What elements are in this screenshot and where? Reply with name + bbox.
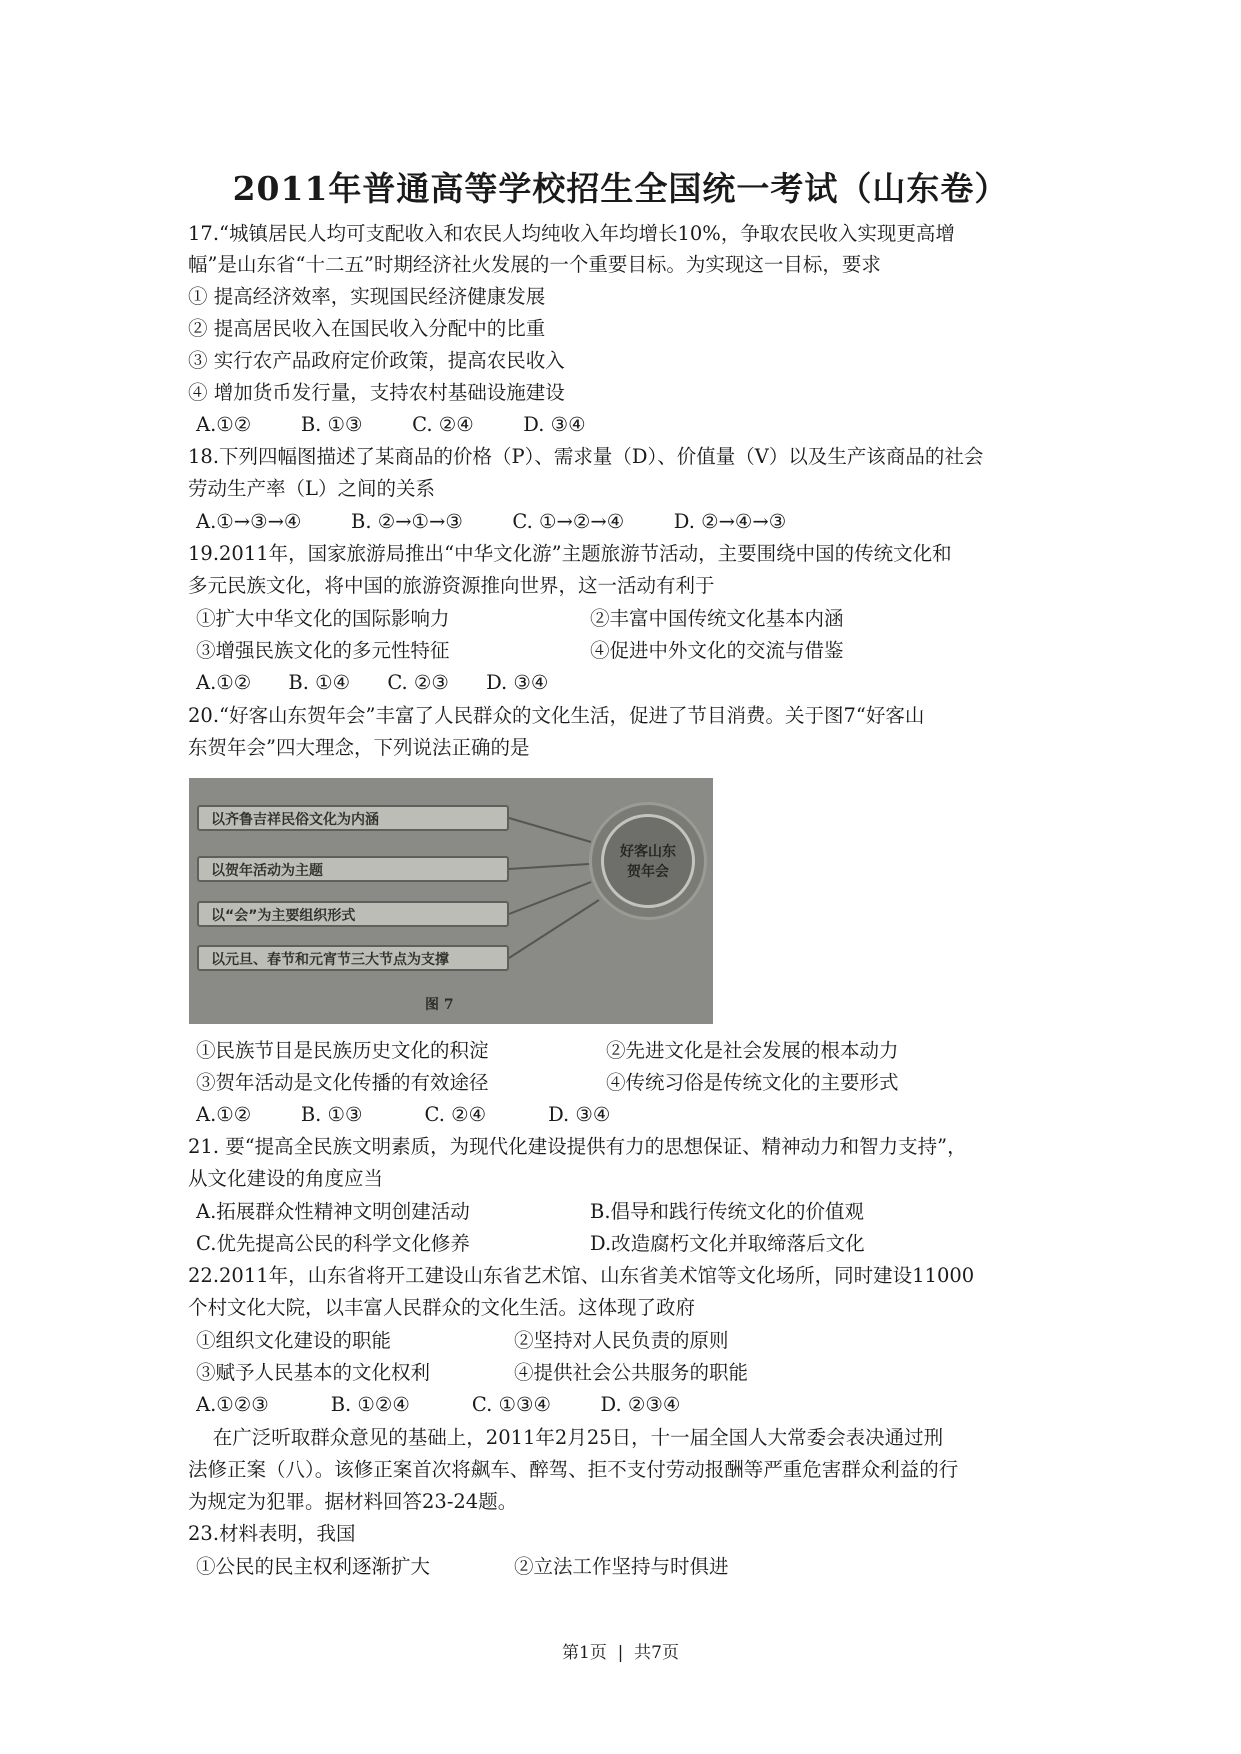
q22-option-2: ②坚持对人民负责的原则 bbox=[514, 1329, 729, 1352]
q21-stem-line1: 21. 要“提高全民族文明素质，为现代化建设提供有力的思想保证、精神动力和智力支持”， bbox=[188, 1135, 967, 1158]
q20-options-row2 bbox=[196, 1070, 899, 1096]
q23-stem: 23.材料表明，我国 bbox=[188, 1522, 356, 1545]
q20-option-3: ③贺年活动是文化传播的有效途径 bbox=[196, 1071, 489, 1094]
q19-stem-line1: 19.2011年，国家旅游局推出“中华文化游”主题旅游节活动，主要围绕中国的传统文化和 bbox=[188, 542, 952, 565]
q22-option-3: ③赋予人民基本的文化权利 bbox=[196, 1361, 431, 1384]
figure-circle-line2: 贺年会 bbox=[627, 864, 669, 880]
figure-bar-3: 以“会”为主要组织形式 bbox=[197, 901, 509, 927]
q17-answers: A.①② B. ①③ C. ②④ D. ③④ bbox=[196, 413, 586, 436]
q19-option-2: ②丰富中国传统文化基本内涵 bbox=[590, 607, 844, 630]
q19-answers: A.①② B. ①④ C. ②③ D. ③④ bbox=[196, 671, 549, 694]
q17-option-4: ④ 增加货币发行量，支持农村基础设施建设 bbox=[188, 381, 565, 404]
q17-option-1: ① 提高经济效率，实现国民经济健康发展 bbox=[188, 285, 546, 308]
q22-stem-line1: 22.2011年，山东省将开工建设山东省艺术馆、山东省美术馆等文化场所，同时建设11000 bbox=[188, 1264, 975, 1287]
q20-options-row1 bbox=[196, 1038, 899, 1064]
q23-option-1: ①公民的民主权利逐渐扩大 bbox=[196, 1555, 431, 1578]
q20-answers: A.①② B. ①③ C. ②④ D. ③④ bbox=[196, 1103, 611, 1126]
figure-circle bbox=[601, 814, 695, 908]
q21-options-row1 bbox=[196, 1199, 865, 1225]
material-line1: 在广泛听取群众意见的基础上，2011年2月25日，十一届全国人大常委会表决通过刑 bbox=[188, 1426, 944, 1449]
page-title: 2011年普通高等学校招生全国统一考试（山东卷） bbox=[232, 169, 1009, 208]
q20-option-2: ②先进文化是社会发展的根本动力 bbox=[606, 1039, 899, 1062]
q19-options-row2 bbox=[196, 638, 844, 664]
figure-7 bbox=[189, 778, 713, 1024]
figure-bar-2: 以贺年活动为主题 bbox=[197, 856, 509, 882]
q22-option-1: ①组织文化建设的职能 bbox=[196, 1329, 392, 1352]
q19-option-4: ④促进中外文化的交流与借鉴 bbox=[590, 639, 844, 662]
q20-stem-line2: 东贺年会”四大理念，下列说法正确的是 bbox=[188, 736, 530, 759]
q22-stem-line2: 个村文化大院，以丰富人民群众的文化生活。这体现了政府 bbox=[188, 1296, 696, 1319]
q18-stem-line1: 18.下列四幅图描述了某商品的价格（P）、需求量（D）、价值量（V）以及生产该商品的社会 bbox=[188, 445, 984, 468]
q19-option-1: ①扩大中华文化的国际影响力 bbox=[196, 607, 450, 630]
q22-option-4: ④提供社会公共服务的职能 bbox=[514, 1361, 749, 1384]
q19-options-row1 bbox=[196, 606, 844, 632]
figure-caption: 图 7 bbox=[425, 997, 454, 1013]
figure-bar-1: 以齐鲁吉祥民俗文化为内涵 bbox=[197, 805, 509, 831]
q18-answers: A.①→③→④ B. ②→①→③ C. ①→②→④ D. ②→④→③ bbox=[196, 510, 787, 533]
q20-option-1: ①民族节目是民族历史文化的积淀 bbox=[196, 1039, 489, 1062]
q23-option-2: ②立法工作坚持与时俱进 bbox=[514, 1555, 729, 1578]
page-footer: 第1页 | 共7页 bbox=[562, 1643, 679, 1663]
q19-stem-line2: 多元民族文化，将中国的旅游资源推向世界，这一活动有利于 bbox=[188, 574, 715, 597]
q17-stem-line1: 17.“城镇居民人均可支配收入和农民人均纯收入年均增长10%，争取农民收入实现更高增 bbox=[188, 222, 955, 245]
q21-option-a: A.拓展群众性精神文明创建活动 bbox=[196, 1200, 470, 1223]
q21-options-row2 bbox=[196, 1231, 865, 1257]
q21-stem-line2: 从文化建设的角度应当 bbox=[188, 1167, 384, 1190]
q19-option-3: ③增强民族文化的多元性特征 bbox=[196, 639, 450, 662]
q22-answers: A.①②③ B. ①②④ C. ①③④ D. ②③④ bbox=[196, 1393, 681, 1416]
q22-options-row2 bbox=[196, 1360, 749, 1386]
q20-stem-line1: 20.“好客山东贺年会”丰富了人民群众的文化生活，促进了节目消费。关于图7“好客山 bbox=[188, 704, 925, 727]
q18-stem-line2: 劳动生产率（L）之间的关系 bbox=[188, 477, 435, 500]
q17-stem-line2: 幅”是山东省“十二五”时期经济社火发展的一个重要目标。为实现这一目标，要求 bbox=[188, 253, 881, 276]
q21-option-b: B.倡导和践行传统文化的价值观 bbox=[590, 1200, 865, 1223]
material-line2: 法修正案（八）。该修正案首次将飙车、醉驾、拒不支付劳动报酬等严重危害群众利益的行 bbox=[188, 1458, 959, 1481]
q20-option-4: ④传统习俗是传统文化的主要形式 bbox=[606, 1071, 899, 1094]
q21-option-d: D.改造腐朽文化并取缔落后文化 bbox=[590, 1232, 865, 1255]
q17-option-2: ② 提高居民收入在国民收入分配中的比重 bbox=[188, 317, 546, 340]
figure-bar-4: 以元旦、春节和元宵节三大节点为支撑 bbox=[197, 945, 509, 971]
q17-option-3: ③ 实行农产品政府定价政策，提高农民收入 bbox=[188, 349, 565, 372]
material-line3: 为规定为犯罪。据材料回答23-24题。 bbox=[188, 1490, 518, 1513]
q21-option-c: C.优先提高公民的科学文化修养 bbox=[196, 1232, 470, 1255]
figure-circle-line1: 好客山东 bbox=[620, 844, 676, 860]
q23-options-row1 bbox=[196, 1554, 729, 1580]
q22-options-row1 bbox=[196, 1328, 729, 1354]
